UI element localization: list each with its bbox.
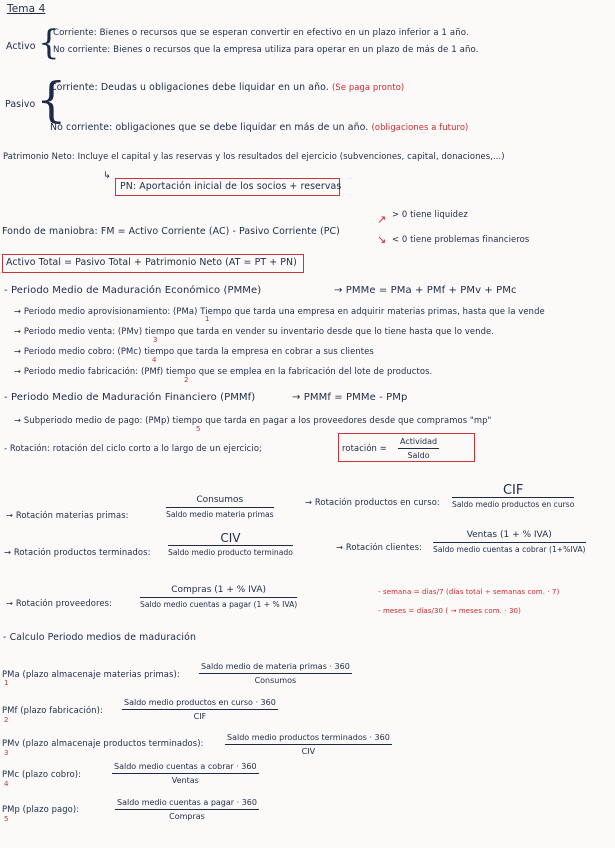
sub-mark: 4 xyxy=(4,780,9,788)
rotacion-box-den: Saldo xyxy=(407,451,430,460)
rot-pc-den: Saldo medio productos en curso xyxy=(452,500,575,509)
pn-definition: PN: Aportación inicial de los socios + reservas xyxy=(120,181,342,192)
activo-label: Activo xyxy=(6,41,36,52)
pasivo-corriente: Corriente: Deudas u obligaciones debe liquidar en un año. (Se paga pronto) xyxy=(50,82,405,93)
calc-pma-num: Saldo medio de materia primas · 360 xyxy=(199,661,352,674)
rot-mp-label: → Rotación materias primas: xyxy=(6,510,129,520)
fondo-negative: < 0 tiene problemas financieros xyxy=(392,234,530,244)
rot-mp-fraction xyxy=(166,495,274,520)
rot-pt-den: Saldo medio producto terminado xyxy=(168,548,293,557)
sub-mark: 5 xyxy=(196,425,201,433)
calc-pmp-den: Compras xyxy=(169,812,205,821)
pmmf-heading: - Periodo Medio de Maduración Financiero (PMMf) xyxy=(4,392,256,403)
sub-mark: 1 xyxy=(4,679,9,687)
rot-cl-den: Saldo medio cuentas a cobrar (1+%IVA) xyxy=(433,545,586,554)
patrimonio-neto-line: Patrimonio Neto: Incluye el capital y las reservas y los resultados del ejercicio (subvenciones, capital, donaciones,...) xyxy=(3,151,505,161)
rot-pc-label: → Rotación productos en curso: xyxy=(305,497,440,507)
rot-pt-fraction xyxy=(168,533,293,558)
semana-note: - semana = días/7 (días total ÷ semanas com. · 7) xyxy=(378,588,560,596)
pasivo-brace: { xyxy=(36,72,67,128)
rotacion-box-num: Actividad xyxy=(398,436,439,449)
rot-cl-label: → Rotación clientes: xyxy=(336,542,423,552)
rot-mp-num: Consumos xyxy=(166,495,274,508)
calc-pmv-fraction xyxy=(225,732,392,757)
pmf-definition: → Periodo medio fabricación: (PMf) tiempo que se emplea en la fabricación del lote de productos. xyxy=(14,366,433,376)
rot-cl-num: Ventas (1 + % IVA) xyxy=(433,530,586,543)
calc-pmc-num: Saldo medio cuentas a cobrar · 360 xyxy=(112,761,259,774)
pmme-formula: → PMMe = PMa + PMf + PMv + PMc xyxy=(334,285,517,296)
pma-definition: → Periodo medio aprovisionamiento: (PMa) Tiempo que tarda una empresa en adquirir materias primas, hasta que la vende xyxy=(14,306,545,316)
calc-pmf-fraction xyxy=(122,697,278,722)
pasivo-no-corriente: No corriente: obligaciones que se debe liquidar en más de un año. (obligaciones a futuro) xyxy=(50,122,469,133)
calc-pma-label: PMa (plazo almacenaje materias primas): xyxy=(2,669,180,679)
pn-arrow-icon: ↳ xyxy=(103,170,111,181)
rotacion-box-fraction xyxy=(398,436,439,461)
calc-pmv-den: CIV xyxy=(301,747,316,756)
fondo-branch-down-icon: ↘ xyxy=(377,233,387,246)
rotacion-box-label: rotación = xyxy=(342,443,387,453)
calc-pmp-label: PMp (plazo pago): xyxy=(2,804,80,814)
rot-mp-den: Saldo medio materia primas xyxy=(166,510,274,519)
rot-pr-num: Compras (1 + % IVA) xyxy=(140,585,297,598)
fondo-branch-icon: ↗ xyxy=(377,213,387,226)
calc-pmf-label: PMf (plazo fabricación): xyxy=(2,705,103,715)
activo-corriente: Corriente: Bienes o recursos que se esperan convertir en efectivo en un plazo inferior a 1 año. xyxy=(53,28,469,38)
rot-pr-label: → Rotación proveedores: xyxy=(6,598,112,608)
sub-mark: 3 xyxy=(4,749,9,757)
calc-pmf-num: Saldo medio productos en curso · 360 xyxy=(122,697,278,710)
rot-pc-num: CIF xyxy=(452,485,574,498)
sub-mark: 3 xyxy=(153,336,158,344)
sub-mark: 4 xyxy=(152,356,157,364)
pmc-definition: → Periodo medio cobro: (PMc) tiempo que tarda la empresa en cobrar a sus clientes xyxy=(14,346,374,356)
calc-pmc-label: PMc (plazo cobro): xyxy=(2,769,82,779)
calc-pmf-den: CIF xyxy=(193,712,207,721)
calc-pmp-num: Saldo medio cuentas a pagar · 360 xyxy=(115,797,259,810)
sub-mark: 2 xyxy=(184,376,189,384)
rot-pr-fraction xyxy=(140,585,297,610)
calc-pma-fraction xyxy=(199,661,352,686)
calc-pmc-den: Ventas xyxy=(171,776,199,785)
pmmf-formula: → PMMf = PMMe - PMp xyxy=(292,392,408,403)
rotacion-intro: - Rotación: rotación del ciclo corto a lo largo de un ejercicio; xyxy=(4,443,262,453)
sub-mark: 2 xyxy=(4,716,9,724)
pmv-definition: → Periodo medio venta: (PMv) tiempo que tarda en vender su inventario desde que lo tiene hasta que lo vende. xyxy=(14,326,495,336)
activo-total-formula: Activo Total = Pasivo Total + Patrimonio Neto (AT = PT + PN) xyxy=(6,257,297,268)
calc-pmv-num: Saldo medio productos terminados · 360 xyxy=(225,732,392,745)
rot-pt-num: CIV xyxy=(168,533,293,546)
activo-brace: { xyxy=(38,23,60,63)
calc-pmp-fraction xyxy=(115,797,259,822)
pmme-heading: - Periodo Medio de Maduración Económico (PMMe) xyxy=(4,285,262,296)
rot-pr-den: Saldo medio cuentas a pagar (1 + % IVA) xyxy=(140,600,298,609)
page-title: Tema 4 xyxy=(7,3,46,15)
activo-no-corriente: No corriente: Bienes o recursos que la empresa utiliza para operar en un plazo de más de 1 año. xyxy=(53,45,479,55)
calc-pma-den: Consumos xyxy=(254,676,297,685)
pmp-definition: → Subperiodo medio de pago: (PMp) tiempo que tarda en pagar a los proveedores desde que compramos "mp" xyxy=(14,415,492,425)
fondo-positive: > 0 tiene liquidez xyxy=(392,209,468,219)
calc-pmv-label: PMv (plazo almacenaje productos terminados): xyxy=(2,738,204,748)
calculo-heading: - Calculo Periodo medios de maduración xyxy=(3,632,196,643)
rot-pc-fraction xyxy=(452,485,574,510)
rot-cl-fraction xyxy=(433,530,586,555)
calc-pmc-fraction xyxy=(112,761,259,786)
sub-mark: 5 xyxy=(4,815,9,823)
pasivo-label: Pasivo xyxy=(5,99,36,110)
meses-note: - meses = días/30 ( → meses com. · 30) xyxy=(378,607,521,615)
rot-pt-label: → Rotación productos terminados: xyxy=(4,547,151,557)
sub-mark: 1 xyxy=(205,315,210,323)
fondo-maniobra-line: Fondo de maniobra: FM = Activo Corriente (AC) - Pasivo Corriente (PC) xyxy=(2,226,340,237)
